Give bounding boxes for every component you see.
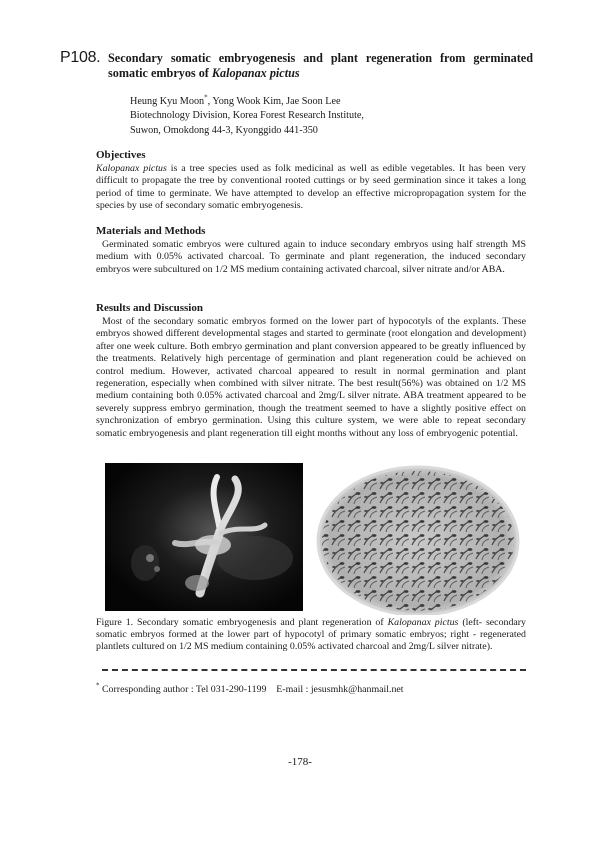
author-address: Suwon, Omokdong 44-3, Kyonggido 441-350 [130, 124, 318, 136]
footnote-mark: * [96, 681, 100, 690]
title-line-2 [108, 66, 533, 81]
results-heading: Results and Discussion [96, 302, 203, 314]
author-affiliation: Biotechnology Division, Korea Forest Research Institute, [130, 110, 364, 122]
figure-photo-left [105, 463, 303, 611]
figure-photo-right [314, 463, 522, 615]
objectives-species: Kalopanax pictus [96, 163, 167, 174]
methods-heading: Materials and Methods [96, 225, 206, 237]
abstract-code: P108. [60, 49, 101, 66]
author-block [130, 95, 364, 138]
methods-text: Germinated somatic embryos were cultured again to induce secondary embryos using half strength MS medium with 0.05% activated charcoal. To germinate and plant regeneration, the induced secondary embryos were subcultured on 1/2 MS medium containing activated charcoal, silver nitrate and/or ABA. [96, 239, 526, 275]
results-text: Most of the secondary somatic embryos formed on the lower part of hypocotyls of the explants. These embryos showed different developmental stages and started to germinate (root elongation and development) after one week culture. Both embryo germination and plant conversion appeared to be greatly influenced by the treatments. Relatively high percentage of germination and plant regeneration could be achieved on control medium. However, activated charcoal appeared to result in normal germination and plant regeneration, especially when combined with silver nitrate. The best result(56%) was obtained on 1/2 MS medium containing both 0.05% activated charcoal and 2mg/L silver nitrate. ABA treatment appeared to be severely suppress embryo germination, though the treatment seemed to have a slightly positive effect on synchronization of embryo germination. Using this culture system, we were able to repeat secondary somatic embryogenesis and plant regeneration till eight months without any loss of embryogenic potential. [96, 316, 526, 439]
page-number: -178- [288, 756, 312, 768]
title-line-2-prefix: somatic embryos of [108, 66, 212, 80]
title-line-1: Secondary somatic embryogenesis and plant regeneration from germinated [108, 51, 533, 65]
corresponding-mark: * [204, 93, 208, 102]
paper-title [108, 51, 533, 81]
objectives-heading: Objectives [96, 149, 146, 161]
caption-species: Kalopanax pictus [387, 617, 459, 628]
figure-caption: Figure 1. Secondary somatic embryogenesis and plant regeneration of Kalopanax pictus (left- secondary somatic embryos formed at the lower part of hypocotyl of primary somatic embryos; right - regenerated plantlets cultured on 1/2 MS medium containing 0.05% activated charcoal and 2mg/L silver nitrate). [96, 617, 526, 653]
title-species: Kalopanax pictus [211, 66, 300, 80]
objectives-text: Kalopanax pictus is a tree species used as folk medicinal as well as edible vegetables. It has been very difficult to propagate the tree by conventional rooted cuttings or by seed germination since it takes a long period of time to germinate. We have attempted to develop an effective micropropagation system for the species by use of secondary somatic embryogenesis. [96, 163, 526, 212]
author-names: Heung Kyu Moon*, Yong Wook Kim, Jae Soon Lee [130, 93, 341, 107]
footnote-divider [102, 669, 526, 671]
corresponding-author-footnote: * Corresponding author : Tel 031-290-1199 E-mail : jesusmhk@hanmail.net [96, 681, 404, 695]
